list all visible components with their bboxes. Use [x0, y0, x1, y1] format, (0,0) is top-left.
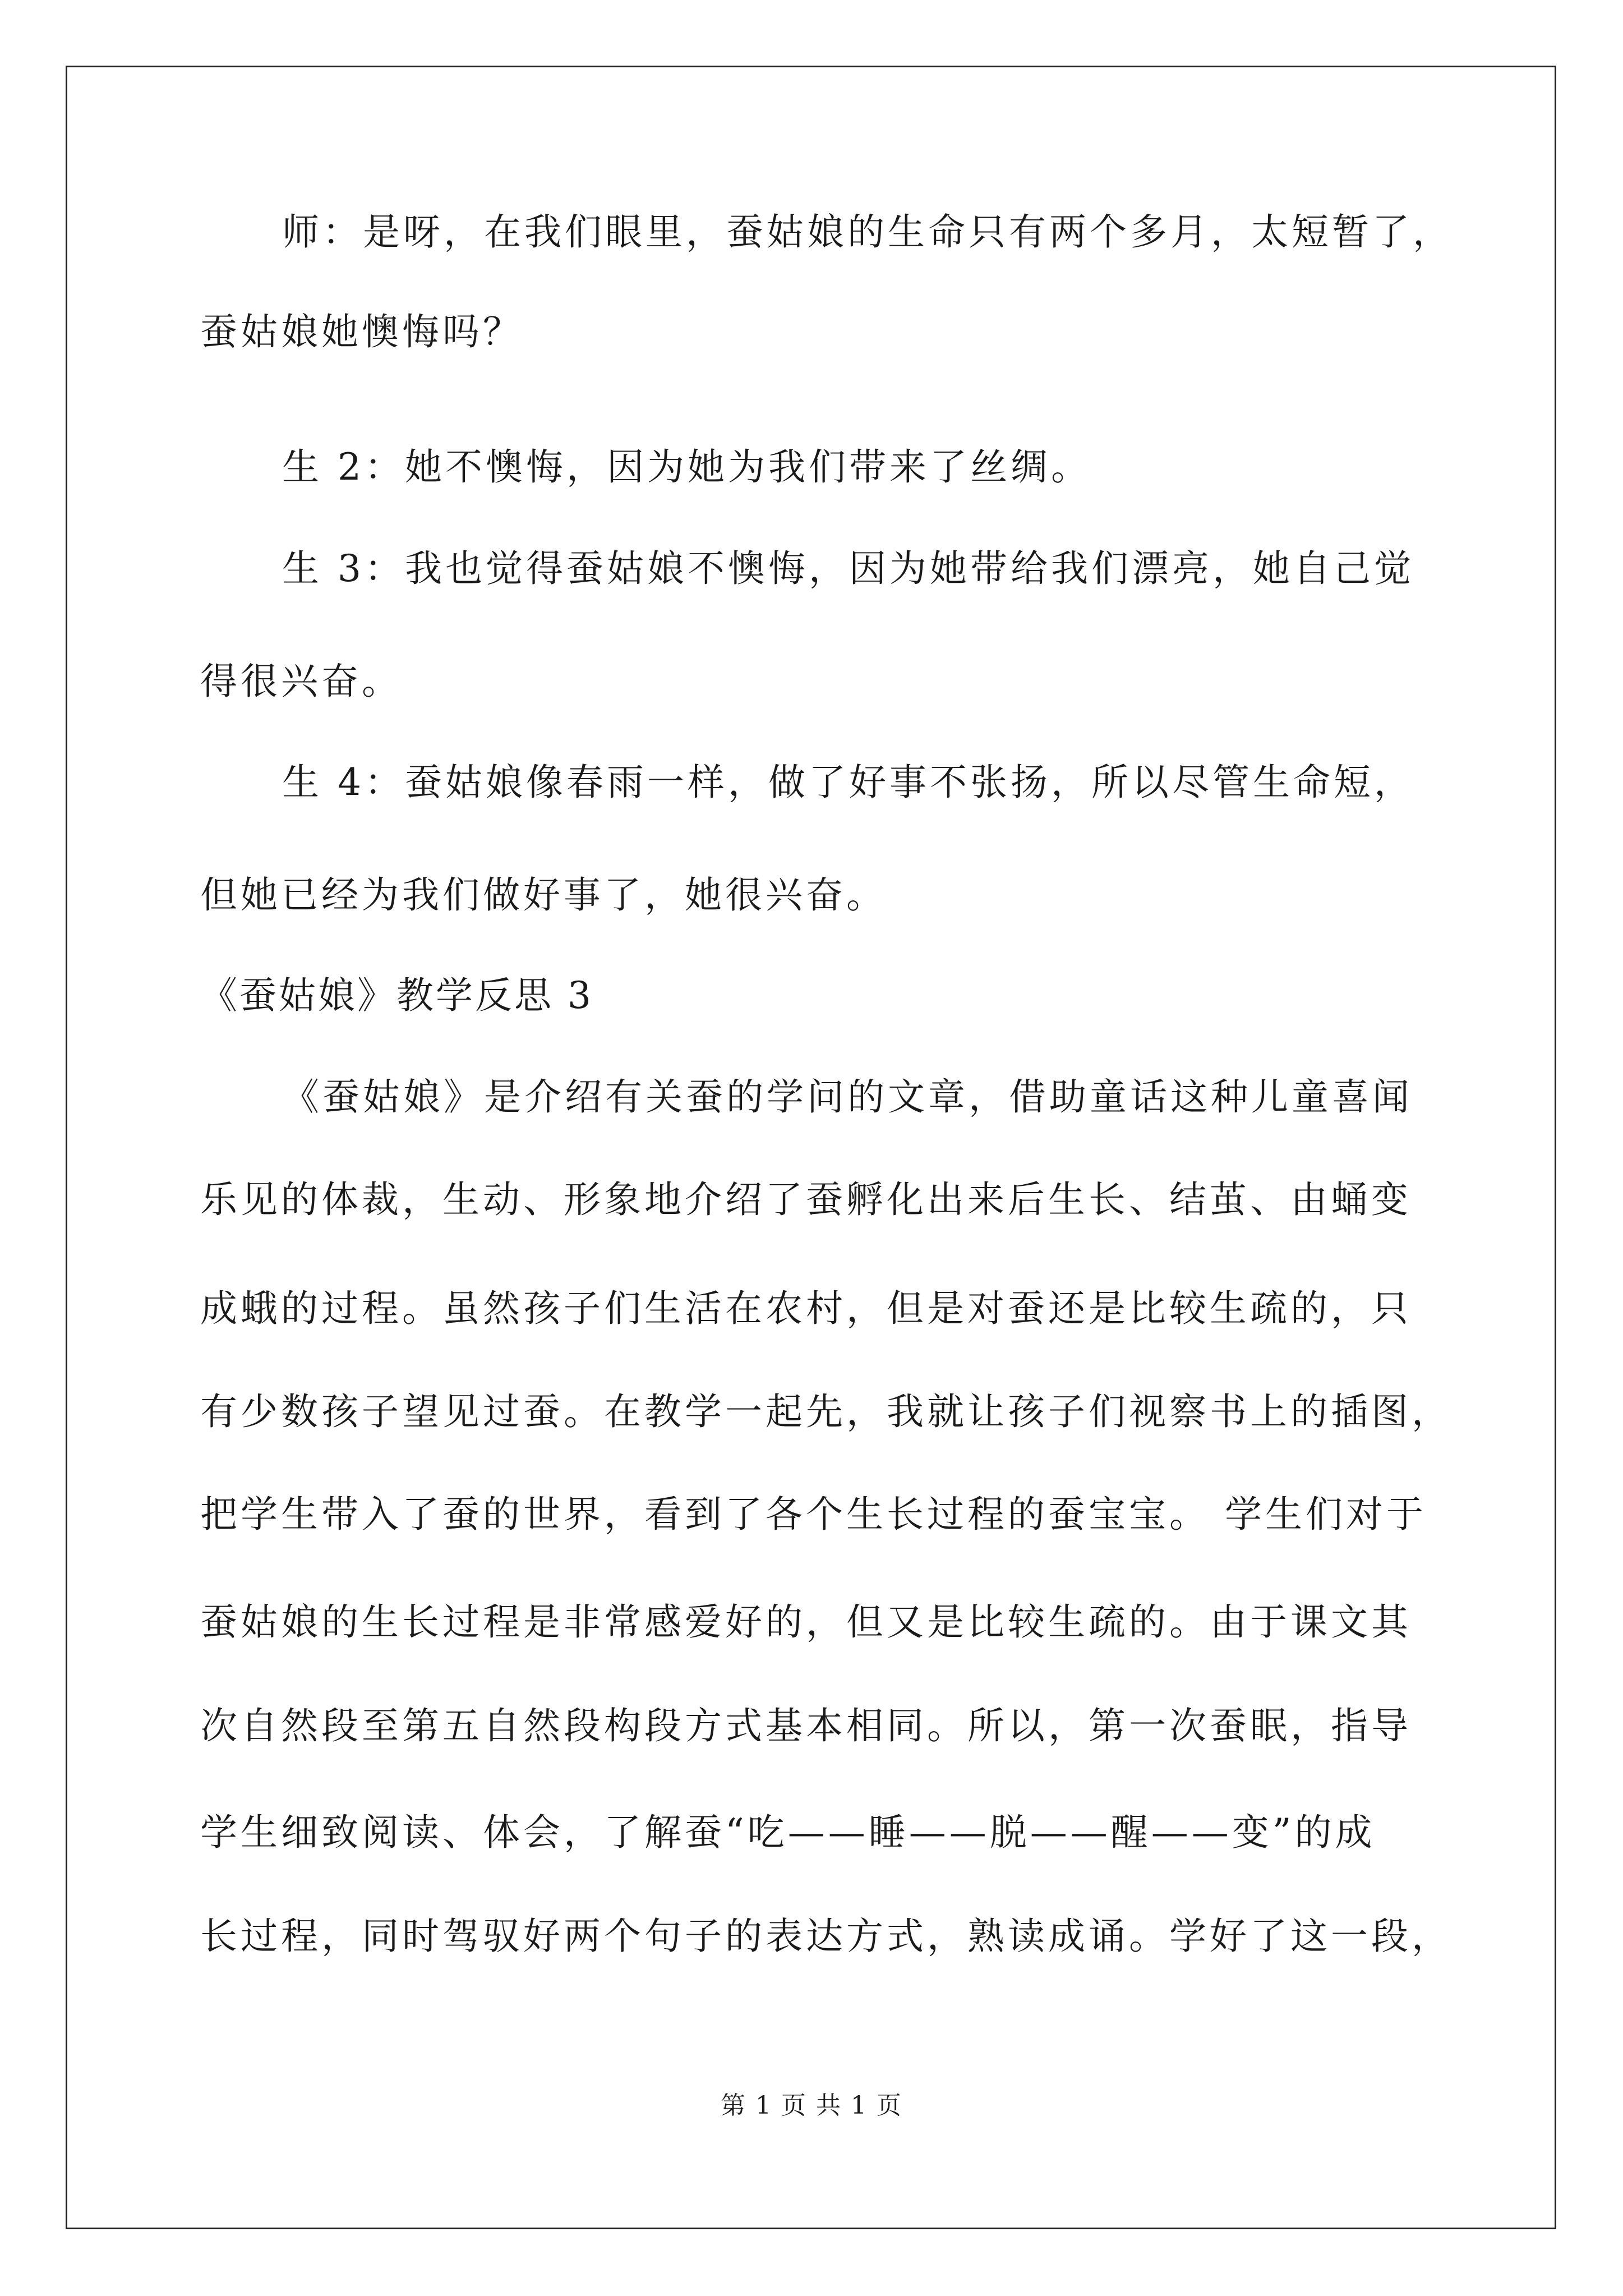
text-line: 生 4：蚕姑娘像春雨一样，做了好事不张扬，所以尽管生命短， — [282, 761, 1414, 804]
text-line: 有少数孩子望见过蚕。在教学一起先，我就让孩子们视察书上的插图， — [200, 1390, 1452, 1433]
text-line: 生 3：我也觉得蚕姑娘不懊悔，因为她带给我们漂亮，她自己觉 — [282, 547, 1414, 590]
text-line: 次自然段至第五自然段构段方式基本相同。所以，第一次蚕眠，指导 — [200, 1704, 1412, 1747]
text-line: 生 2：她不懊悔，因为她为我们带来了丝绸。 — [282, 445, 1091, 489]
text-line: 把学生带入了蚕的世界，看到了各个生长过程的蚕宝宝。 学生们对于 — [200, 1493, 1427, 1536]
page-border — [66, 66, 1556, 2229]
text-line: 得很兴奋。 — [200, 660, 402, 703]
section-heading: 《蚕姑娘》教学反思 3 — [200, 974, 593, 1017]
page-number: 第 1 页 共 1 页 — [721, 2091, 902, 2120]
text-line: 但她已经为我们做好事了，她很兴奋。 — [200, 873, 887, 917]
text-line: 成蛾的过程。虽然孩子们生活在农村，但是对蚕还是比较生疏的，只 — [200, 1287, 1412, 1330]
text-line: 蚕姑娘她懊悔吗？ — [200, 310, 523, 353]
text-line: 《蚕姑娘》是介绍有关蚕的学问的文章，借助童话这种儿童喜闻 — [282, 1075, 1413, 1119]
text-line: 长过程，同时驾驭好两个句子的表达方式，熟读成诵。学好了这一段， — [200, 1915, 1452, 1958]
text-line: 乐见的体裁，生动、形象地介绍了蚕孵化出来后生长、结茧、由蛹变 — [200, 1178, 1412, 1221]
text-line: 蚕姑娘的生长过程是非常感爱好的，但又是比较生疏的。由于课文其 — [200, 1600, 1412, 1644]
text-line: 学生细致阅读、体会，了解蚕“吃——睡——脱——醒——变”的成 — [200, 1811, 1376, 1854]
text-line: 师：是呀，在我们眼里，蚕姑娘的生命只有两个多月，太短暂了， — [282, 210, 1453, 254]
